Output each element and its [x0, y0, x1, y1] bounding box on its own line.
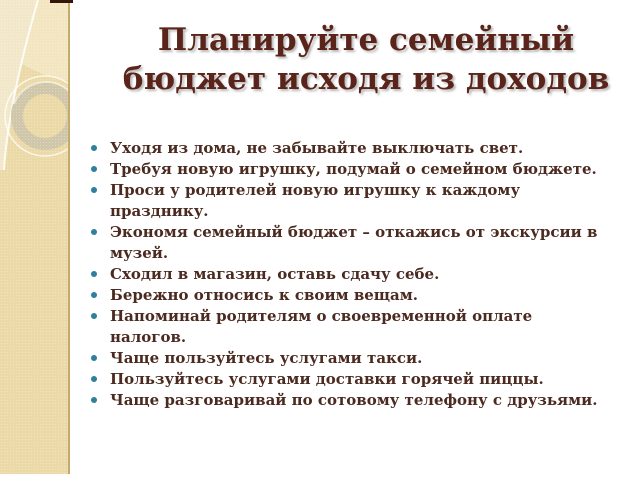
slide-content — [70, 0, 640, 480]
bullet-item: Бережно относись к своим вещам. — [90, 285, 618, 306]
ring-shape — [17, 88, 68, 144]
bullet-item: Напоминай родителям о своевременной оплате налогов. — [90, 306, 618, 348]
top-accent-bar — [50, 0, 73, 3]
bullet-item: Требуя новую игрушку, подумай о семейном бюджете. — [90, 159, 618, 180]
slide-title-line1: Планируйте семейный — [157, 22, 575, 58]
bullet-item: Проси у родителей новую игрушку к каждому празднику. — [90, 180, 618, 222]
bullet-item: Чаще пользуйтесь услугами такси. — [90, 348, 618, 369]
sidebar-decoration — [0, 0, 70, 474]
slide-title-line2: бюджет исходя из доходов — [122, 61, 610, 97]
slide-title — [70, 21, 640, 99]
bullet-list — [90, 138, 618, 411]
bullet-item: Чаще разговаривай по сотовому телефону с друзьями. — [90, 390, 618, 411]
decorative-circles-graphic — [0, 0, 68, 474]
bullet-item: Экономя семейный бюджет – откажись от экскурсии в музей. — [90, 222, 618, 264]
bullet-item: Уходя из дома, не забывайте выключать свет. — [90, 138, 618, 159]
bullet-item: Пользуйтесь услугами доставки горячей пиццы. — [90, 369, 618, 390]
bullet-item: Сходил в магазин, оставь сдачу себе. — [90, 264, 618, 285]
